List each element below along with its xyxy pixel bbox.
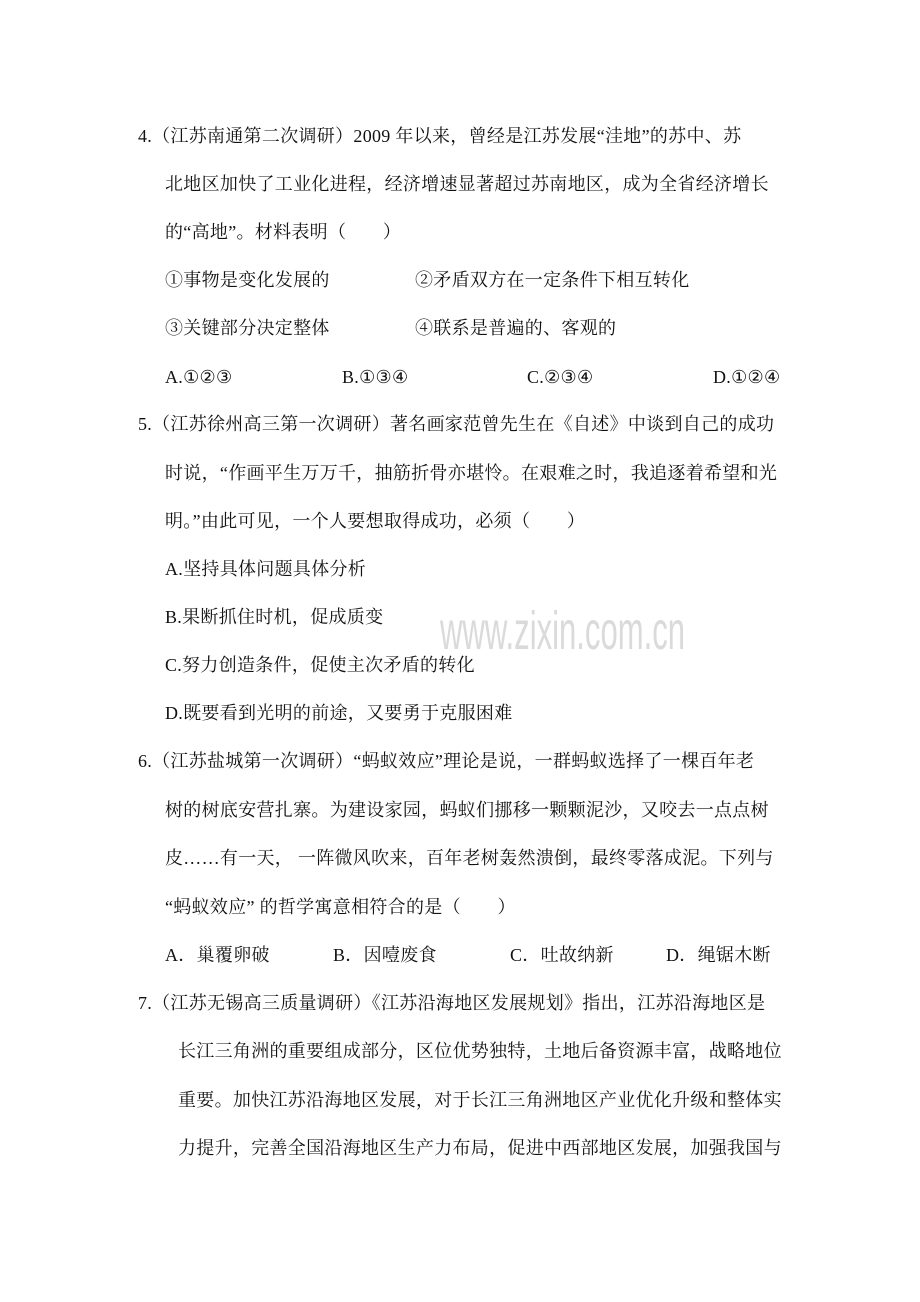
question-4-option-d: D.①②④: [713, 367, 781, 387]
question-6-option-a: A．巢覆卵破: [165, 945, 270, 965]
question-7-stem-line-2: 长江三角洲的重要组成部分，区位优势独特，土地后备资源丰富，战略地位: [178, 1041, 782, 1061]
question-7-stem-line-1: [138, 990, 765, 1016]
question-6-option-c: C．吐故纳新: [510, 945, 614, 965]
question-4-option-b: B.①③④: [342, 367, 409, 387]
question-6-option-b: B．因噎废食: [333, 945, 437, 965]
question-4-stem-line-3: 的“高地”。材料表明（ ）: [165, 222, 402, 242]
question-6-stem-line-4: “蚂蚁效应” 的哲学寓意相符合的是（ ）: [165, 897, 516, 917]
question-5-option-d: D.既要看到光明的前途，又要勇于克服困难: [165, 703, 513, 723]
question-4-stem-line-1: [138, 123, 741, 149]
watermark: www.zixin.com.cn: [440, 601, 686, 661]
question-5-stem-line-1: [138, 411, 774, 437]
question-4-statement-2: ②矛盾双方在一定条件下相互转化: [415, 270, 690, 290]
question-5-number: 5.: [138, 414, 153, 434]
question-6-stem-text: （江苏盐城第一次调研）“蚂蚁效应”理论是说，一群蚂蚁选择了一棵百年老: [152, 751, 755, 771]
question-4-stem-text: （江苏南通第二次调研）2009 年以来，曾经是江苏发展“洼地”的苏中、苏: [152, 126, 742, 146]
question-6-stem-line-3: 皮……有一天， 一阵微风吹来，百年老树轰然溃倒，最终零落成泥。下列与: [165, 848, 774, 868]
question-5-stem-text: （江苏徐州高三第一次调研）著名画家范曾先生在《自述》中谈到自己的成功: [152, 414, 775, 434]
question-4-stem-line-2: 北地区加快了工业化进程，经济增速显著超过苏南地区，成为全省经济增长: [165, 174, 769, 194]
question-4-option-a: A.①②③: [165, 367, 233, 387]
question-4-number: 4.: [138, 126, 153, 146]
question-7-stem-text: （江苏无锡高三质量调研）《江苏沿海地区发展规划》指出，江苏沿海地区是: [152, 993, 766, 1013]
question-6-stem-line-1: [138, 748, 754, 774]
question-7-stem-line-3: 重要。加快江苏沿海地区发展，对于长江三角洲地区产业优化升级和整体实: [178, 1090, 782, 1110]
question-5-option-a: A.坚持具体问题具体分析: [165, 559, 367, 579]
question-7-stem-line-4: 力提升，完善全国沿海地区生产力布局，促进中西部地区发展，加强我国与: [178, 1138, 782, 1158]
question-6-number: 6.: [138, 751, 153, 771]
question-5-option-c: C.努力创造条件，促使主次矛盾的转化: [165, 655, 475, 675]
question-6-stem-line-2: 树的树底安营扎寨。为建设家园，蚂蚁们挪移一颗颗泥沙，又咬去一点点树: [165, 800, 769, 820]
question-5-stem-line-3: 明。”由此可见，一个人要想取得成功，必须（ ）: [165, 511, 586, 531]
question-7-number: 7.: [138, 993, 153, 1013]
question-4-option-c: C.②③④: [527, 367, 594, 387]
question-5-stem-line-2: 时说，“作画平生万万千，抽筋折骨亦堪怜。在艰难之时，我追逐着希望和光: [165, 463, 778, 483]
question-5-option-b: B.果断抓住时机，促成质变: [165, 607, 384, 627]
question-4-statement-3: ③关键部分决定整体: [165, 318, 330, 338]
question-4-statement-4: ④联系是普遍的、客观的: [415, 318, 617, 338]
question-6-option-d: D．绳锯木断: [666, 945, 771, 965]
question-4-statement-1: ①事物是变化发展的: [165, 270, 330, 290]
